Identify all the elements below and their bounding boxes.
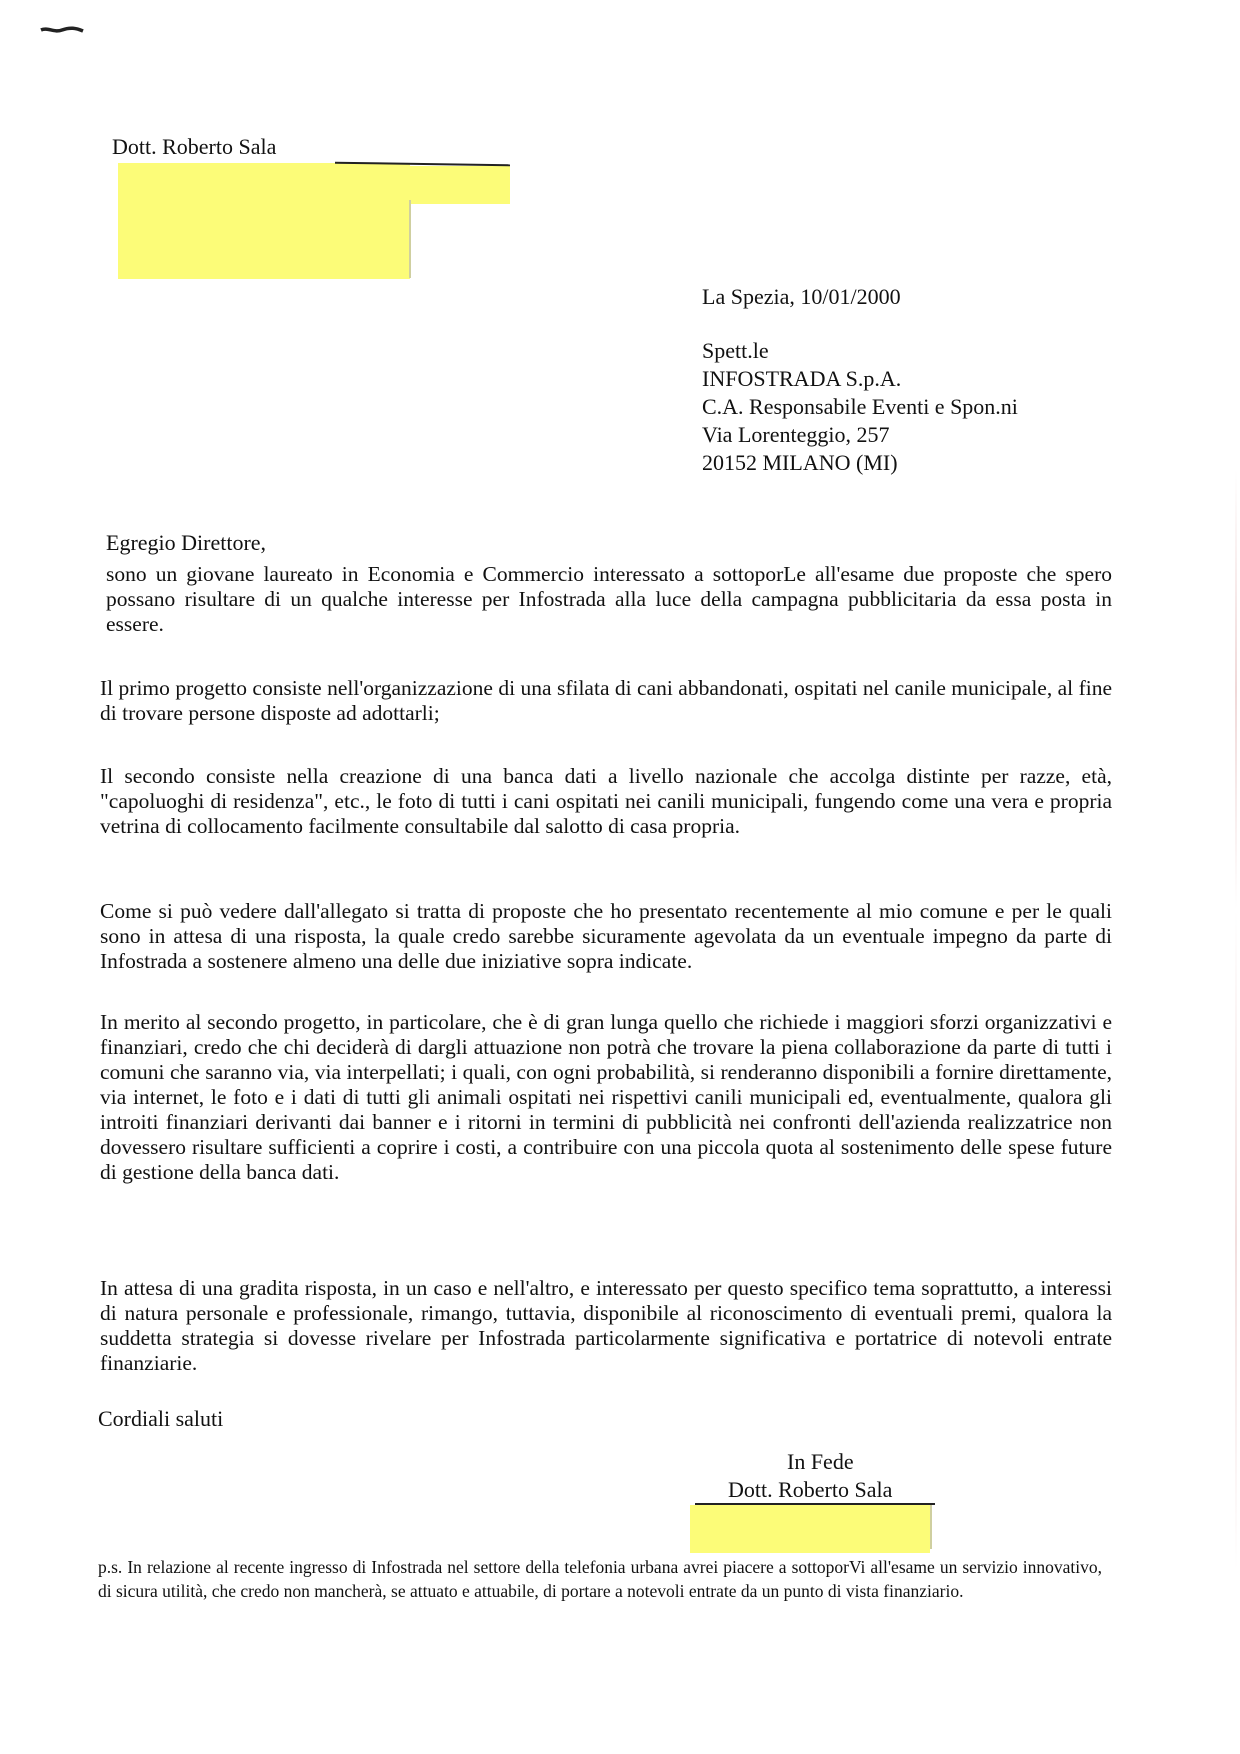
scan-edge <box>1235 470 1237 1570</box>
in-fede: In Fede <box>787 1449 854 1474</box>
body-paragraph: Come si può vedere dall'allegato si tratta di proposte che ho presentato recentemente al mio comune e per le quali sono in attesa di una risposta, la quale credo sarebbe sicuramente agevolata da un eventuale impegno da parte di Infostrada a sostenere almeno una delle due iniziative sopra indicate. <box>100 899 1112 973</box>
closing: Cordiali saluti <box>98 1406 224 1431</box>
salutation: Egregio Direttore, <box>106 530 267 555</box>
place-date: La Spezia, 10/01/2000 <box>702 284 901 309</box>
body-paragraph: Il secondo consiste nella creazione di una banca dati a livello nazionale che accolga distinte per razze, età, "capoluoghi di residenza", etc., le foto di tutti i cani ospitati nei canili municipali, fungendo come una vera e propria vetrina di collocamento facilmente consultabile dal salotto di casa propria. <box>100 764 1112 838</box>
signature-name: Dott. Roberto Sala <box>728 1477 893 1502</box>
body-paragraph: In merito al secondo progetto, in particolare, che è di gran lunga quello che richiede i maggiori sforzi organizzativi e finanziari, credo che chi deciderà di dargli attuazione non potrà che trovare la piena collaborazione da parte di tutti i comuni che saranno via, via interpellati; i quali, con ogni probabilità, si renderanno disponibili a fornire direttamente, via internet, le foto e i dati di tutti gli animali ospitati nei rispettivi canili municipali ed, eventualmente, qualora gli introiti finanziari derivanti dai banner e i ritorni in termini di pubblicità nei confronti dell'azienda realizzatrice non dovessero risultare sufficienti a coprire i costi, a contribuire con una piccola quota al sostenimento delle spese future di gestione della banca dati. <box>100 1010 1112 1184</box>
recipient-line: C.A. Responsabile Eventi e Spon.ni <box>702 394 1018 419</box>
recipient-address <box>702 337 1018 477</box>
redaction-edge <box>930 1505 932 1549</box>
body-paragraph: sono un giovane laureato in Economia e Commercio interessato a sottoporLe all'esame due proposte che spero possano risultare di un qualche interesse per Infostrada alla luce della campagna pubblicitaria da essa posta in essere. <box>106 562 1112 636</box>
recipient-line: Spett.le <box>702 338 769 363</box>
body-paragraph: In attesa di una gradita risposta, in un caso e nell'altro, e interessato per questo specifico tema soprattutto, a interessi di natura personale e professionale, rimango, tuttavia, disponibile al riconoscimento di eventuali premi, qualora la suddetta strategia si dovesse rivelare per Infostrada particolarmente significativa e portatrice di notevoli entrate finanziarie. <box>100 1276 1112 1375</box>
recipient-line: 20152 MILANO (MI) <box>702 450 898 475</box>
recipient-line: Via Lorenteggio, 257 <box>702 422 890 447</box>
redacted-signature <box>690 1505 930 1553</box>
redacted-sender-address-extension <box>345 166 510 204</box>
recipient-line: INFOSTRADA S.p.A. <box>702 366 902 391</box>
body-paragraph: Il primo progetto consiste nell'organizzazione di una sfilata di cani abbandonati, ospitati nel canile municipale, al fine di trovare persone disposte ad adottarli; <box>100 676 1112 725</box>
postscript: p.s. In relazione al recente ingresso di Infostrada nel settore della telefonia urbana avrei piacere a sottoporVi all'esame un servizio innovativo, di sicura utilità, che credo non mancherà, se attuato e attuabile, di portare a notevoli entrate da un punto di vista finanziario. <box>98 1557 1102 1601</box>
corner-ink-mark <box>40 26 84 34</box>
sender-name: Dott. Roberto Sala <box>112 134 277 159</box>
redaction-edge <box>409 200 411 278</box>
